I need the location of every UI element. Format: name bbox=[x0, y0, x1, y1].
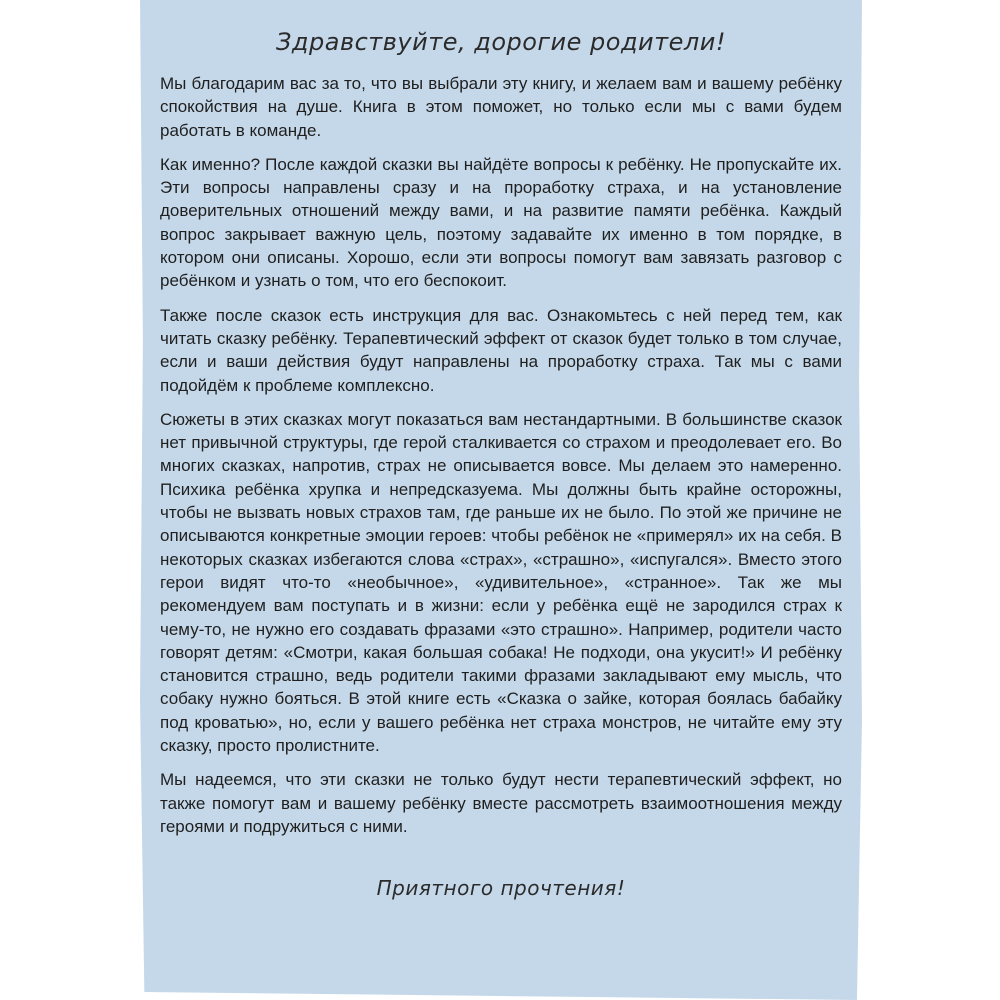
paragraph-instructions: Также после сказок есть инструкция для вас. Ознакомьтесь с ней перед тем, как читать сказку ребёнку. Терапевтический эффект от сказок будет только в том случае, если и ваши действия будут направлены на проработку страха. Так мы с вами подойдём к проблеме комплексно. bbox=[160, 305, 842, 395]
paragraph-questions: Как именно? После каждой сказки вы найдёте вопросы к ребёнку. Не пропускайте их. Эти вопросы направлены сразу и на проработку страха, и на установление доверительных отношений между вами, и на развитие памяти ребёнка. Каждый вопрос закрывает важную цель, поэтому задавайте их именно в том порядке, в котором они описаны. Хорошо, если эти вопросы помогут вам завязать разговор с ребёнком и узнать о том, что его беспокоит. bbox=[160, 154, 842, 291]
paragraph-intro: Мы благодарим вас за то, что вы выбрали эту книгу, и желаем вам и вашему ребёнку спокойствия на душе. Книга в этом поможет, но только если мы с вами будем работать в команде. bbox=[160, 74, 842, 140]
page-title: Здравствуйте, дорогие родители! bbox=[276, 28, 726, 56]
letter-body bbox=[160, 72, 842, 849]
paragraph-plots: Сюжеты в этих сказках могут показаться вам нестандартными. В большинстве сказок нет привычной структуры, где герой сталкивается со страхом и преодолевает его. Во многих сказках, напротив, страх не описывается вовсе. Мы делаем это намеренно. Психика ребёнка хрупка и непредсказуема. Мы должны быть крайне осторожны, чтобы не вызвать новых страхов там, где раньше их не было. По этой же причине не описываются конкретные эмоции героев: чтобы ребёнок не «примерял» их на себя. В некоторых сказках избегаются слова «страх», «страшно», «испугался». Вместо этого герои видят что-то «необычное», «удивительное», «странное». Так же мы рекомендуем вам поступать и в жизни: если у ребёнка ещё не зародился страх к чему-то, не нужно его создавать фразами «это страшно». Например, родители часто говорят детям: «Смотри, какая большая собака! Не подходи, она укусит!» И ребёнку становится страшно, ведь родители такими фразами закладывают ему мысль, что собаку нужно бояться. В этой книге есть «Сказка о зайке, которая боялась бабайку под кроватью», но, если у вашего ребёнка нет страха монстров, не читайте ему эту сказку, просто пролистните. bbox=[160, 409, 842, 756]
paragraph-hope: Мы надеемся, что эти сказки не только будут нести терапевтический эффект, но также помогут вам и вашему ребёнку вместе рассмотреть взаимоотношения между героями и подружиться с ними. bbox=[160, 770, 842, 836]
closing-line: Приятного прочтения! bbox=[376, 876, 626, 900]
